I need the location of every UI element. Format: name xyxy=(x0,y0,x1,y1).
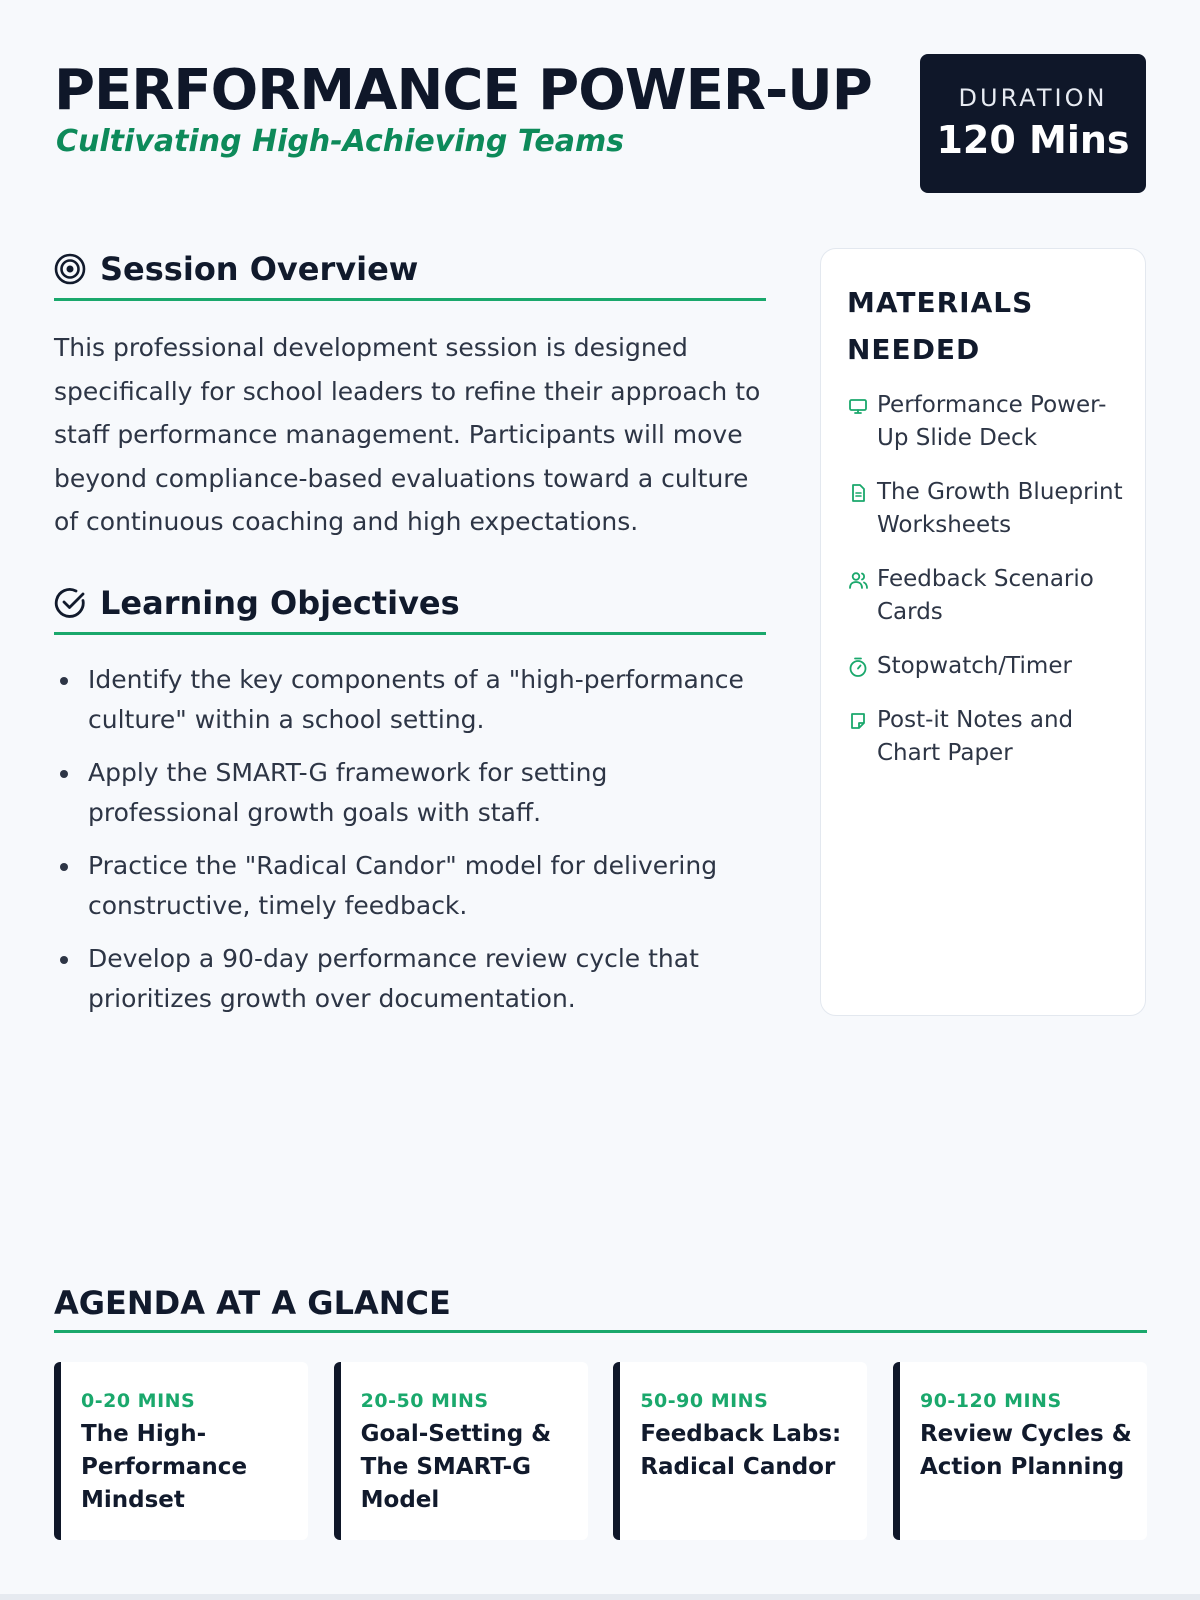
duration-label: DURATION xyxy=(958,84,1108,112)
objectives-list xyxy=(54,660,766,1032)
agenda-card xyxy=(613,1362,867,1540)
agenda-title: The High-Performance Mindset xyxy=(81,1421,248,1513)
list-item: Apply the SMART-G framework for setting professional growth goals with staff. xyxy=(54,753,766,833)
timer-icon xyxy=(847,656,869,678)
learning-objectives-heading xyxy=(54,584,766,635)
users-icon xyxy=(847,569,869,591)
material-label: The Growth Blueprint Worksheets xyxy=(877,479,1123,538)
materials-heading: MATERIALS NEEDED xyxy=(847,286,1034,366)
agenda-title: Goal-Setting & The SMART-G Model xyxy=(360,1421,552,1513)
material-label: Post-it Notes and Chart Paper xyxy=(877,707,1074,766)
bottom-bar xyxy=(0,1594,1200,1600)
materials-list xyxy=(847,389,1137,791)
agenda-time: 0-20 MINS xyxy=(81,1390,196,1412)
session-overview-heading xyxy=(54,250,766,301)
agenda-row xyxy=(54,1362,1147,1540)
duration-value: 120 Mins xyxy=(936,118,1130,162)
presentation-icon xyxy=(847,395,869,417)
agenda-card xyxy=(334,1362,588,1540)
agenda-time: 50-90 MINS xyxy=(640,1390,769,1412)
agenda-heading: AGENDA AT A GLANCE xyxy=(54,1284,1147,1333)
sticky-note-icon xyxy=(847,710,869,732)
duration-badge xyxy=(920,54,1146,193)
material-item xyxy=(847,476,1137,542)
material-item xyxy=(847,389,1137,455)
agenda-title: Feedback Labs: Radical Candor xyxy=(640,1421,842,1480)
agenda-title: Review Cycles & Action Planning xyxy=(919,1421,1132,1480)
agenda-time: 90-120 MINS xyxy=(919,1390,1062,1412)
agenda-card xyxy=(54,1362,308,1540)
session-overview-body: This professional development session is designed specifically for school leaders to refine their approach to staff performance management. Participants will move beyond compliance-based evaluations toward a culture of continuous coaching and high expectations. xyxy=(54,333,761,536)
document-icon xyxy=(847,482,869,504)
material-item xyxy=(847,704,1137,770)
learning-objectives-title: Learning Objectives xyxy=(100,584,460,622)
list-item: Identify the key components of a "high-performance culture" within a school setting. xyxy=(54,660,766,740)
target-icon xyxy=(54,252,88,286)
page-subtitle: Cultivating High-Achieving Teams xyxy=(56,124,625,159)
agenda-card xyxy=(893,1362,1147,1540)
list-item: Practice the "Radical Candor" model for delivering constructive, timely feedback. xyxy=(54,846,766,926)
material-label: Feedback Scenario Cards xyxy=(877,566,1094,625)
material-label: Performance Power-Up Slide Deck xyxy=(877,392,1107,451)
material-item xyxy=(847,563,1137,629)
materials-card xyxy=(820,248,1146,1016)
page-title: PERFORMANCE POWER-UP xyxy=(54,58,872,123)
material-label: Stopwatch/Timer xyxy=(877,653,1072,679)
check-circle-icon xyxy=(54,586,88,620)
agenda-time: 20-50 MINS xyxy=(360,1390,489,1412)
session-overview-title: Session Overview xyxy=(100,250,419,288)
list-item: Develop a 90-day performance review cycle that prioritizes growth over documentation. xyxy=(54,939,766,1019)
material-item xyxy=(847,650,1137,683)
